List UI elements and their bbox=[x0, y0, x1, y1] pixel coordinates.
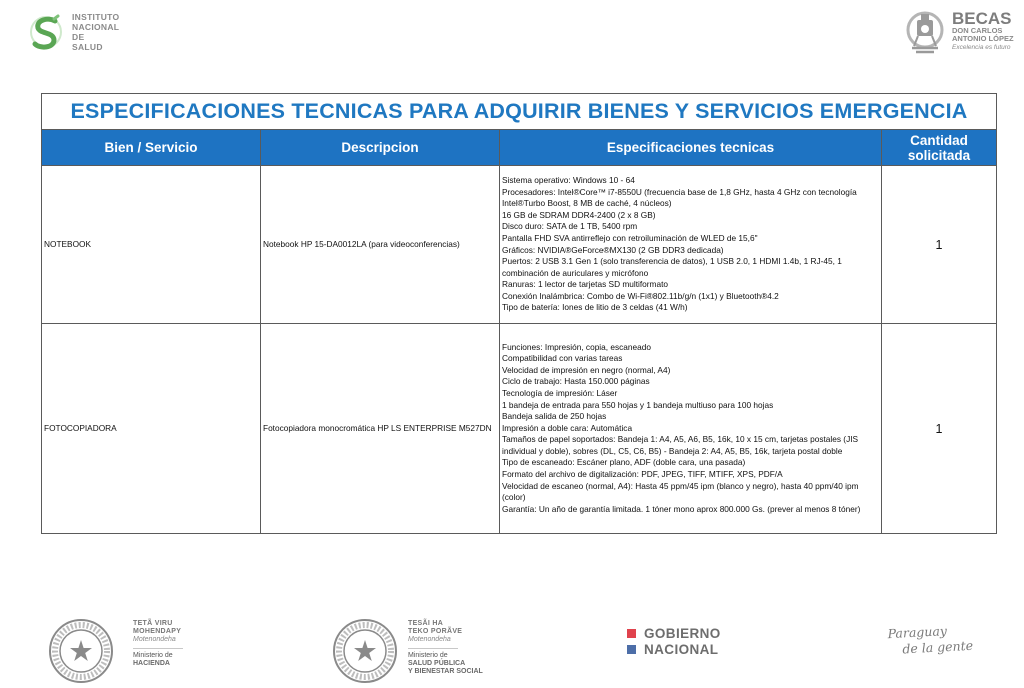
spec-line: Sistema operativo: Windows 10 - 64 bbox=[502, 174, 635, 185]
ins-logo-text bbox=[72, 12, 119, 52]
spec-line: Impresión a doble cara: Automática bbox=[502, 422, 633, 433]
gobierno-nacional-logo bbox=[627, 626, 721, 657]
ins-line: NACIONAL bbox=[72, 22, 120, 32]
spec-line: Garantía: Un año de garantía limitada. 1 tóner mono aprox 800.000 Gs. (prever al menos 8 tóner) bbox=[502, 503, 861, 514]
salud-divider bbox=[408, 648, 458, 649]
spec-line: Pantalla FHD SVA antirreflejo con retroiluminación de WLED de 15,6" bbox=[502, 232, 758, 243]
salud-ministry: Ministerio de bbox=[408, 651, 448, 659]
spec-table bbox=[41, 93, 997, 534]
spec-line: Ciclo de trabajo: Hasta 150.000 páginas bbox=[502, 376, 650, 387]
row-especificaciones bbox=[500, 324, 882, 534]
salud-small: Motenondeha bbox=[408, 636, 451, 644]
spec-line: Ranuras: 1 lector de tarjetas SD multiformato bbox=[502, 279, 669, 290]
header-bien: Bien / Servicio bbox=[42, 130, 261, 166]
gobierno-red-square-icon bbox=[627, 629, 636, 638]
spec-line: Conexión Inalámbrica: Combo de Wi-Fi®802.11b/g/n (1x1) y Bluetooth®4.2 bbox=[502, 290, 779, 301]
paraguay-de-la-gente-logo bbox=[887, 622, 973, 658]
spec-line: Tecnología de impresión: Láser bbox=[502, 387, 618, 398]
spec-line: 1 bandeja de entrada para 550 hojas y 1 bandeja multiuso para 100 hojas bbox=[502, 399, 774, 410]
spec-line: individual y doble), sobres (DL, C5, C6, B5) - Bandeja 2: A4, A5, B5, 16k, tarjeta postal doble bbox=[502, 445, 843, 456]
becas-locomotive-icon bbox=[904, 10, 946, 56]
header-cantidad-line: Cantidad bbox=[910, 132, 968, 148]
header-especificaciones: Especificaciones tecnicas bbox=[500, 130, 882, 166]
spec-line: Disco duro: SATA de 1 TB, 5400 rpm bbox=[502, 221, 638, 232]
hacienda-small: Motenondeha bbox=[133, 636, 176, 644]
row-cantidad: 1 bbox=[882, 166, 997, 324]
ins-logo-icon bbox=[28, 12, 64, 54]
hacienda-ministry: HACIENDA bbox=[133, 659, 170, 667]
spec-line: (color) bbox=[502, 492, 526, 503]
row-cantidad: 1 bbox=[882, 324, 997, 534]
header-descripcion: Descripcion bbox=[261, 130, 500, 166]
ins-line: SALUD bbox=[72, 42, 103, 52]
header-cantidad-line: solicitada bbox=[907, 147, 971, 163]
becas-tagline: Excelencia es futuro bbox=[952, 44, 1011, 51]
ins-logo bbox=[28, 12, 148, 58]
spec-line: Procesadores: Intel®Core™ i7-8550U (frecuencia base de 1,8 GHz, hasta 4 GHz con tecnología bbox=[502, 186, 857, 197]
spec-line: Velocidad de impresión en negro (normal, A4) bbox=[502, 364, 671, 375]
gobierno-line: GOBIERNO bbox=[644, 626, 721, 641]
pyg-line: de la gente bbox=[902, 637, 974, 657]
hacienda-ministry: Ministerio de bbox=[133, 651, 173, 659]
salud-logo bbox=[408, 620, 483, 676]
row-descripcion: Notebook HP 15-DA0012LA (para videoconferencias) bbox=[261, 166, 500, 324]
spec-line: Intel®Turbo Boost, 8 MB de caché, 4 núcleos) bbox=[502, 198, 672, 209]
spec-line: Tipo de batería: Iones de litio de 3 celdas (41 W/h) bbox=[502, 302, 688, 313]
paraguay-seal-icon bbox=[332, 618, 398, 684]
hacienda-divider bbox=[133, 648, 183, 649]
spec-line: Compatibilidad con varias tareas bbox=[502, 353, 623, 364]
ins-line: DE bbox=[72, 32, 85, 42]
salud-ministry: Y BIENESTAR SOCIAL bbox=[408, 668, 483, 676]
table-row bbox=[42, 166, 997, 324]
salud-ministry: SALUD PÚBLICA bbox=[408, 659, 466, 667]
ins-line: INSTITUTO bbox=[72, 12, 120, 22]
becas-subtitle: ANTONIO LÓPEZ bbox=[952, 34, 1014, 43]
pyg-line: Paraguay bbox=[887, 623, 948, 642]
header-cantidad bbox=[882, 130, 997, 166]
table-row bbox=[42, 324, 997, 534]
spec-line: Formato del archivo de digitalización: PDF, JPEG, TIFF, MTIFF, XPS, PDF/A bbox=[502, 469, 783, 480]
spec-line: Tamaños de papel soportados: Bandeja 1: A4, A5, A6, B5, 16k, 10 x 15 cm, tarjetas postales (JIS bbox=[502, 434, 859, 445]
row-especificaciones bbox=[500, 166, 882, 324]
hacienda-guarani: TETÃ VIRU bbox=[133, 620, 173, 627]
row-descripcion: Fotocopiadora monocromática HP LS ENTERPRISE M527DN bbox=[261, 324, 500, 534]
spec-line: Gráficos: NVIDIA®GeForce®MX130 (2 GB DDR3 dedicada) bbox=[502, 244, 724, 255]
spec-line: Tipo de escaneado: Escáner plano, ADF (doble cara, una pasada) bbox=[502, 457, 746, 468]
gobierno-blue-square-icon bbox=[627, 645, 636, 654]
becas-title: BECAS bbox=[952, 9, 1012, 28]
spec-line: combinación de auriculares y micrófono bbox=[502, 267, 649, 278]
table-header-row bbox=[42, 130, 997, 166]
becas-logo bbox=[904, 10, 1016, 60]
row-bien: FOTOCOPIADORA bbox=[42, 324, 261, 534]
spec-line: Funciones: Impresión, copia, escaneado bbox=[502, 341, 651, 352]
becas-subtitle: DON CARLOS bbox=[952, 26, 1003, 35]
spec-line: Velocidad de escaneo (normal, A4): Hasta 45 ppm/45 ipm (blanco y negro), hasta 40 ppm/40 ipm bbox=[502, 480, 859, 491]
row-bien: NOTEBOOK bbox=[42, 166, 261, 324]
spec-line: Bandeja salida de 250 hojas bbox=[502, 411, 607, 422]
salud-guarani: TESÃI HA bbox=[408, 620, 444, 627]
table-title: ESPECIFICACIONES TECNICAS PARA ADQUIRIR BIENES Y SERVICIOS EMERGENCIA bbox=[42, 94, 997, 130]
hacienda-logo bbox=[133, 620, 183, 668]
gobierno-line: NACIONAL bbox=[644, 641, 719, 657]
salud-guarani: TEKO PORÃVE bbox=[408, 628, 463, 636]
hacienda-guarani: MOHENDAPY bbox=[133, 628, 182, 636]
paraguay-seal-icon bbox=[48, 618, 114, 684]
spec-line: Puertos: 2 USB 3.1 Gen 1 (solo transferencia de datos), 1 USB 2.0, 1 HDMI 1.4b, 1 RJ-45, 1 bbox=[502, 256, 842, 267]
spec-line: 16 GB de SDRAM DDR4-2400 (2 x 8 GB) bbox=[502, 209, 656, 220]
